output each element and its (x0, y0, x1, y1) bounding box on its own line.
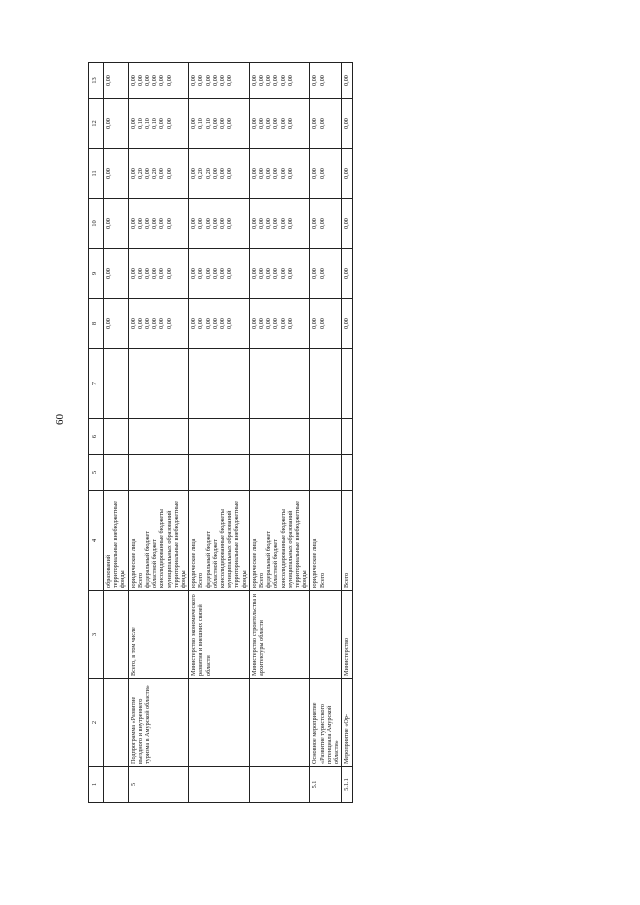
value: 0,00 (190, 168, 198, 179)
value-cell-v13 (104, 63, 129, 99)
value: 0,00 (129, 268, 137, 279)
value: 0,00 (219, 268, 227, 279)
funding-source: федеральный бюджет (265, 531, 273, 588)
col-7 (249, 349, 310, 419)
header-col-10: 10 (89, 199, 104, 249)
funding-source: областной бюджет (151, 539, 159, 588)
funding-source: Всего (136, 572, 144, 588)
executor: Министерство строительства и архитектуры области (249, 591, 310, 679)
value: 0,00 (265, 318, 273, 329)
funding-sources (342, 491, 352, 591)
value: 0,00 (311, 268, 319, 279)
funding-source: федеральный бюджет (144, 531, 152, 588)
value-cell-v11 (104, 149, 129, 199)
row-number: 5.1 (310, 767, 342, 803)
value: 0,00 (258, 268, 266, 279)
value: 0,00 (286, 168, 294, 179)
executor (310, 591, 342, 679)
value: 0,00 (311, 168, 319, 179)
header-col-4: 4 (89, 491, 104, 591)
value: 0,00 (129, 318, 137, 329)
value: 0,00 (165, 318, 173, 329)
funding-source: консолидированные бюджеты муниципальных образований (279, 509, 294, 588)
value: 0,00 (158, 268, 166, 279)
value-cell-v9 (310, 249, 342, 299)
col-6 (310, 419, 342, 455)
value-cell-v12 (104, 99, 129, 149)
header-col-7: 7 (89, 349, 104, 419)
program-name: Мероприятие «Ор- (342, 679, 352, 767)
executor: Министерство (342, 591, 352, 679)
executor: Всего, в том числе (128, 591, 189, 679)
value-cell-v9 (104, 249, 129, 299)
table-row (189, 63, 250, 803)
funding-sources (104, 491, 129, 591)
value: 0,00 (190, 75, 198, 86)
value: 0,00 (136, 218, 144, 229)
value: 0,00 (165, 75, 173, 86)
value: 0,00 (258, 218, 266, 229)
col-6 (128, 419, 189, 455)
value: 0,00 (219, 118, 227, 129)
value: 0,00 (272, 168, 280, 179)
value: 0,00 (158, 118, 166, 129)
value: 0,20 (197, 168, 205, 179)
value: 0,00 (250, 118, 258, 129)
row-number: 5.1.1 (342, 767, 352, 803)
value: 0,00 (204, 218, 212, 229)
funding-source: Всего (258, 572, 266, 588)
header-col-2: 2 (89, 679, 104, 767)
header-col-9: 9 (89, 249, 104, 299)
value-cell-v9 (189, 249, 250, 299)
value: 0,00 (265, 218, 273, 229)
program-name: Основное мероприятие «Развитие туристского потенциала Амурской области» (310, 679, 342, 767)
value: 0,00 (311, 118, 319, 129)
value: 0,00 (258, 75, 266, 86)
value-cell-v10 (128, 199, 189, 249)
value: 0,00 (190, 268, 198, 279)
col-7 (310, 349, 342, 419)
funding-sources (128, 491, 189, 591)
funding-source: Всего (343, 572, 351, 588)
value: 0,00 (219, 218, 227, 229)
col-6 (104, 419, 129, 455)
value: 0,00 (165, 218, 173, 229)
value-cell-v10 (249, 199, 310, 249)
value: 0,00 (105, 268, 112, 279)
funding-source: юридические лица (190, 538, 198, 588)
value-cell-v12 (249, 99, 310, 149)
value: 0,00 (197, 218, 205, 229)
value: 0,00 (258, 118, 266, 129)
value-cell-v12 (342, 99, 352, 149)
value-cell-v11 (189, 149, 250, 199)
value: 0,00 (311, 318, 319, 329)
value-cell-v8 (342, 299, 352, 349)
value: 0,00 (318, 168, 326, 179)
value-cell-v13 (128, 63, 189, 99)
row-number (249, 767, 310, 803)
value: 0,00 (272, 118, 280, 129)
value: 0,00 (250, 168, 258, 179)
value-cell-v13 (310, 63, 342, 99)
funding-source: юридические лица (311, 538, 319, 588)
program-name: Подпрограмма «Развитие въездного и внутреннего туризма в Амурской области» (128, 679, 189, 767)
value-cell-v8 (189, 299, 250, 349)
value-cell-v13 (342, 63, 352, 99)
col-7 (342, 349, 352, 419)
value: 0,00 (343, 118, 351, 129)
value: 0,00 (204, 75, 212, 86)
funding-source: территориальные внебюджетные фонды (172, 501, 188, 588)
table-row (310, 63, 342, 803)
value-cell-v10 (310, 199, 342, 249)
value: 0,00 (144, 268, 152, 279)
value: 0,00 (158, 75, 166, 86)
value: 0,00 (226, 268, 234, 279)
value: 0,00 (211, 118, 219, 129)
header-col-8: 8 (89, 299, 104, 349)
value: 0,00 (211, 268, 219, 279)
funding-source: территориальные внебюджетные фонды (294, 501, 309, 588)
value: 0,00 (165, 118, 173, 129)
value: 0,00 (151, 268, 159, 279)
value-cell-v10 (342, 199, 352, 249)
value: 0,00 (265, 75, 273, 86)
header-col-3: 3 (89, 591, 104, 679)
table-row (128, 63, 189, 803)
value: 0,00 (279, 168, 287, 179)
value-cell-v11 (310, 149, 342, 199)
value: 0,00 (286, 75, 294, 86)
value: 0,00 (219, 318, 227, 329)
value: 0,00 (129, 75, 137, 86)
col-5 (189, 455, 250, 491)
value-cell-v8 (104, 299, 129, 349)
value: 0,00 (279, 118, 287, 129)
value: 0,00 (311, 75, 319, 86)
budget-table (88, 62, 353, 803)
value: 0,00 (318, 75, 326, 86)
funding-source: областной бюджет (272, 539, 280, 588)
value: 0,00 (250, 218, 258, 229)
value: 0,00 (286, 318, 294, 329)
funding-source: юридические лица (129, 538, 137, 588)
value: 0,00 (343, 268, 351, 279)
value-cell-v8 (249, 299, 310, 349)
row-number (189, 767, 250, 803)
funding-source: образований (105, 554, 112, 588)
value: 0,00 (226, 168, 234, 179)
value: 0,00 (211, 218, 219, 229)
value: 0,00 (105, 318, 112, 329)
col-6 (249, 419, 310, 455)
value: 0,00 (129, 118, 137, 129)
funding-source: Всего (318, 572, 326, 588)
value: 0,00 (279, 218, 287, 229)
program-name (249, 679, 310, 767)
value: 0,00 (144, 168, 152, 179)
value: 0,00 (136, 318, 144, 329)
value: 0,00 (158, 318, 166, 329)
value: 0,00 (226, 118, 234, 129)
value: 0,00 (151, 318, 159, 329)
executor (104, 591, 129, 679)
value: 0,00 (286, 118, 294, 129)
page-number: 60 (54, 414, 66, 425)
funding-source: территориальные внебюджетные фонды (112, 501, 127, 588)
table-body (104, 63, 353, 803)
col-5 (310, 455, 342, 491)
value: 0,20 (204, 168, 212, 179)
value: 0,10 (151, 118, 159, 129)
value-cell-v13 (249, 63, 310, 99)
value: 0,00 (343, 75, 351, 86)
value: 0,00 (286, 268, 294, 279)
value-cell-v8 (310, 299, 342, 349)
value: 0,20 (136, 168, 144, 179)
funding-sources (189, 491, 250, 591)
value: 0,00 (250, 75, 258, 86)
value: 0,00 (144, 318, 152, 329)
value: 0,00 (211, 75, 219, 86)
funding-source: территориальные внебюджетные фонды (233, 501, 248, 588)
value: 0,10 (197, 118, 205, 129)
value: 0,00 (265, 268, 273, 279)
value: 0,00 (144, 218, 152, 229)
header-col-1: 1 (89, 767, 104, 803)
value: 0,00 (343, 168, 351, 179)
value: 0,00 (105, 168, 112, 179)
col-5 (342, 455, 352, 491)
value: 0,00 (197, 268, 205, 279)
value-cell-v9 (128, 249, 189, 299)
value: 0,10 (136, 118, 144, 129)
value-cell-v8 (128, 299, 189, 349)
value: 0,00 (343, 218, 351, 229)
col-7 (128, 349, 189, 419)
value: 0,10 (204, 118, 212, 129)
value: 0,00 (211, 168, 219, 179)
table-row (249, 63, 310, 803)
funding-sources (310, 491, 342, 591)
value: 0,00 (343, 318, 351, 329)
value: 0,00 (105, 218, 112, 229)
row-number (104, 767, 129, 803)
col-6 (342, 419, 352, 455)
value: 0,00 (165, 168, 173, 179)
value: 0,00 (190, 218, 198, 229)
header-col-6: 6 (89, 419, 104, 455)
value: 0,00 (129, 168, 137, 179)
value: 0,00 (265, 118, 273, 129)
value: 0,00 (105, 118, 112, 129)
value: 0,00 (258, 168, 266, 179)
value: 0,00 (151, 75, 159, 86)
value: 0,00 (279, 318, 287, 329)
value: 0,00 (279, 75, 287, 86)
value: 0,00 (190, 118, 198, 129)
value: 0,00 (151, 218, 159, 229)
value: 0,00 (129, 218, 137, 229)
value: 0,00 (250, 318, 258, 329)
value: 0,20 (151, 168, 159, 179)
value-cell-v12 (128, 99, 189, 149)
value: 0,00 (158, 218, 166, 229)
value: 0,00 (219, 75, 227, 86)
funding-source: областной бюджет (211, 539, 219, 588)
value: 0,00 (250, 268, 258, 279)
funding-source: Всего (197, 572, 205, 588)
value: 0,00 (286, 218, 294, 229)
value: 0,00 (311, 218, 319, 229)
value: 0,00 (265, 168, 273, 179)
col-5 (104, 455, 129, 491)
funding-source: юридические лица (250, 538, 258, 588)
value: 0,00 (318, 268, 326, 279)
value: 0,00 (272, 268, 280, 279)
value-cell-v11 (342, 149, 352, 199)
col-7 (189, 349, 250, 419)
value: 0,00 (318, 118, 326, 129)
value-cell-v11 (128, 149, 189, 199)
funding-sources (249, 491, 310, 591)
value: 0,00 (204, 268, 212, 279)
value-cell-v11 (249, 149, 310, 199)
header-col-12: 12 (89, 99, 104, 149)
value: 0,00 (272, 318, 280, 329)
value: 0,00 (272, 218, 280, 229)
executor: Министерство экономического развития и внешних связей области (189, 591, 250, 679)
header-col-5: 5 (89, 455, 104, 491)
value: 0,00 (190, 318, 198, 329)
value: 0,00 (211, 318, 219, 329)
col-5 (128, 455, 189, 491)
value-cell-v12 (310, 99, 342, 149)
value: 0,00 (318, 318, 326, 329)
value: 0,00 (136, 268, 144, 279)
row-number: 5 (128, 767, 189, 803)
value: 0,00 (105, 75, 112, 86)
value-cell-v12 (189, 99, 250, 149)
value-cell-v9 (249, 249, 310, 299)
table-row (342, 63, 352, 803)
value: 0,00 (279, 268, 287, 279)
header-row (89, 63, 104, 803)
value: 0,00 (226, 75, 234, 86)
value: 0,10 (144, 118, 152, 129)
value: 0,00 (226, 218, 234, 229)
value: 0,00 (226, 318, 234, 329)
header-col-11: 11 (89, 149, 104, 199)
funding-source: федеральный бюджет (204, 531, 212, 588)
value: 0,00 (136, 75, 144, 86)
value-cell-v10 (189, 199, 250, 249)
funding-source: консолидированные бюджеты муниципальных образований (219, 509, 234, 588)
value: 0,00 (219, 168, 227, 179)
value: 0,00 (197, 318, 205, 329)
value-cell-v10 (104, 199, 129, 249)
funding-source: консолидированные бюджеты муниципальных образований (158, 509, 173, 588)
col-6 (189, 419, 250, 455)
value-cell-v13 (189, 63, 250, 99)
table-row (104, 63, 129, 803)
value: 0,00 (204, 318, 212, 329)
value: 0,00 (144, 75, 152, 86)
value: 0,00 (165, 268, 173, 279)
value-cell-v9 (342, 249, 352, 299)
value: 0,00 (197, 75, 205, 86)
rotated-table-container (88, 63, 615, 803)
col-5 (249, 455, 310, 491)
value: 0,00 (258, 318, 266, 329)
value: 0,00 (318, 218, 326, 229)
program-name (189, 679, 250, 767)
header-col-13: 13 (89, 63, 104, 99)
value: 0,00 (158, 168, 166, 179)
col-7 (104, 349, 129, 419)
value: 0,00 (272, 75, 280, 86)
program-name (104, 679, 129, 767)
